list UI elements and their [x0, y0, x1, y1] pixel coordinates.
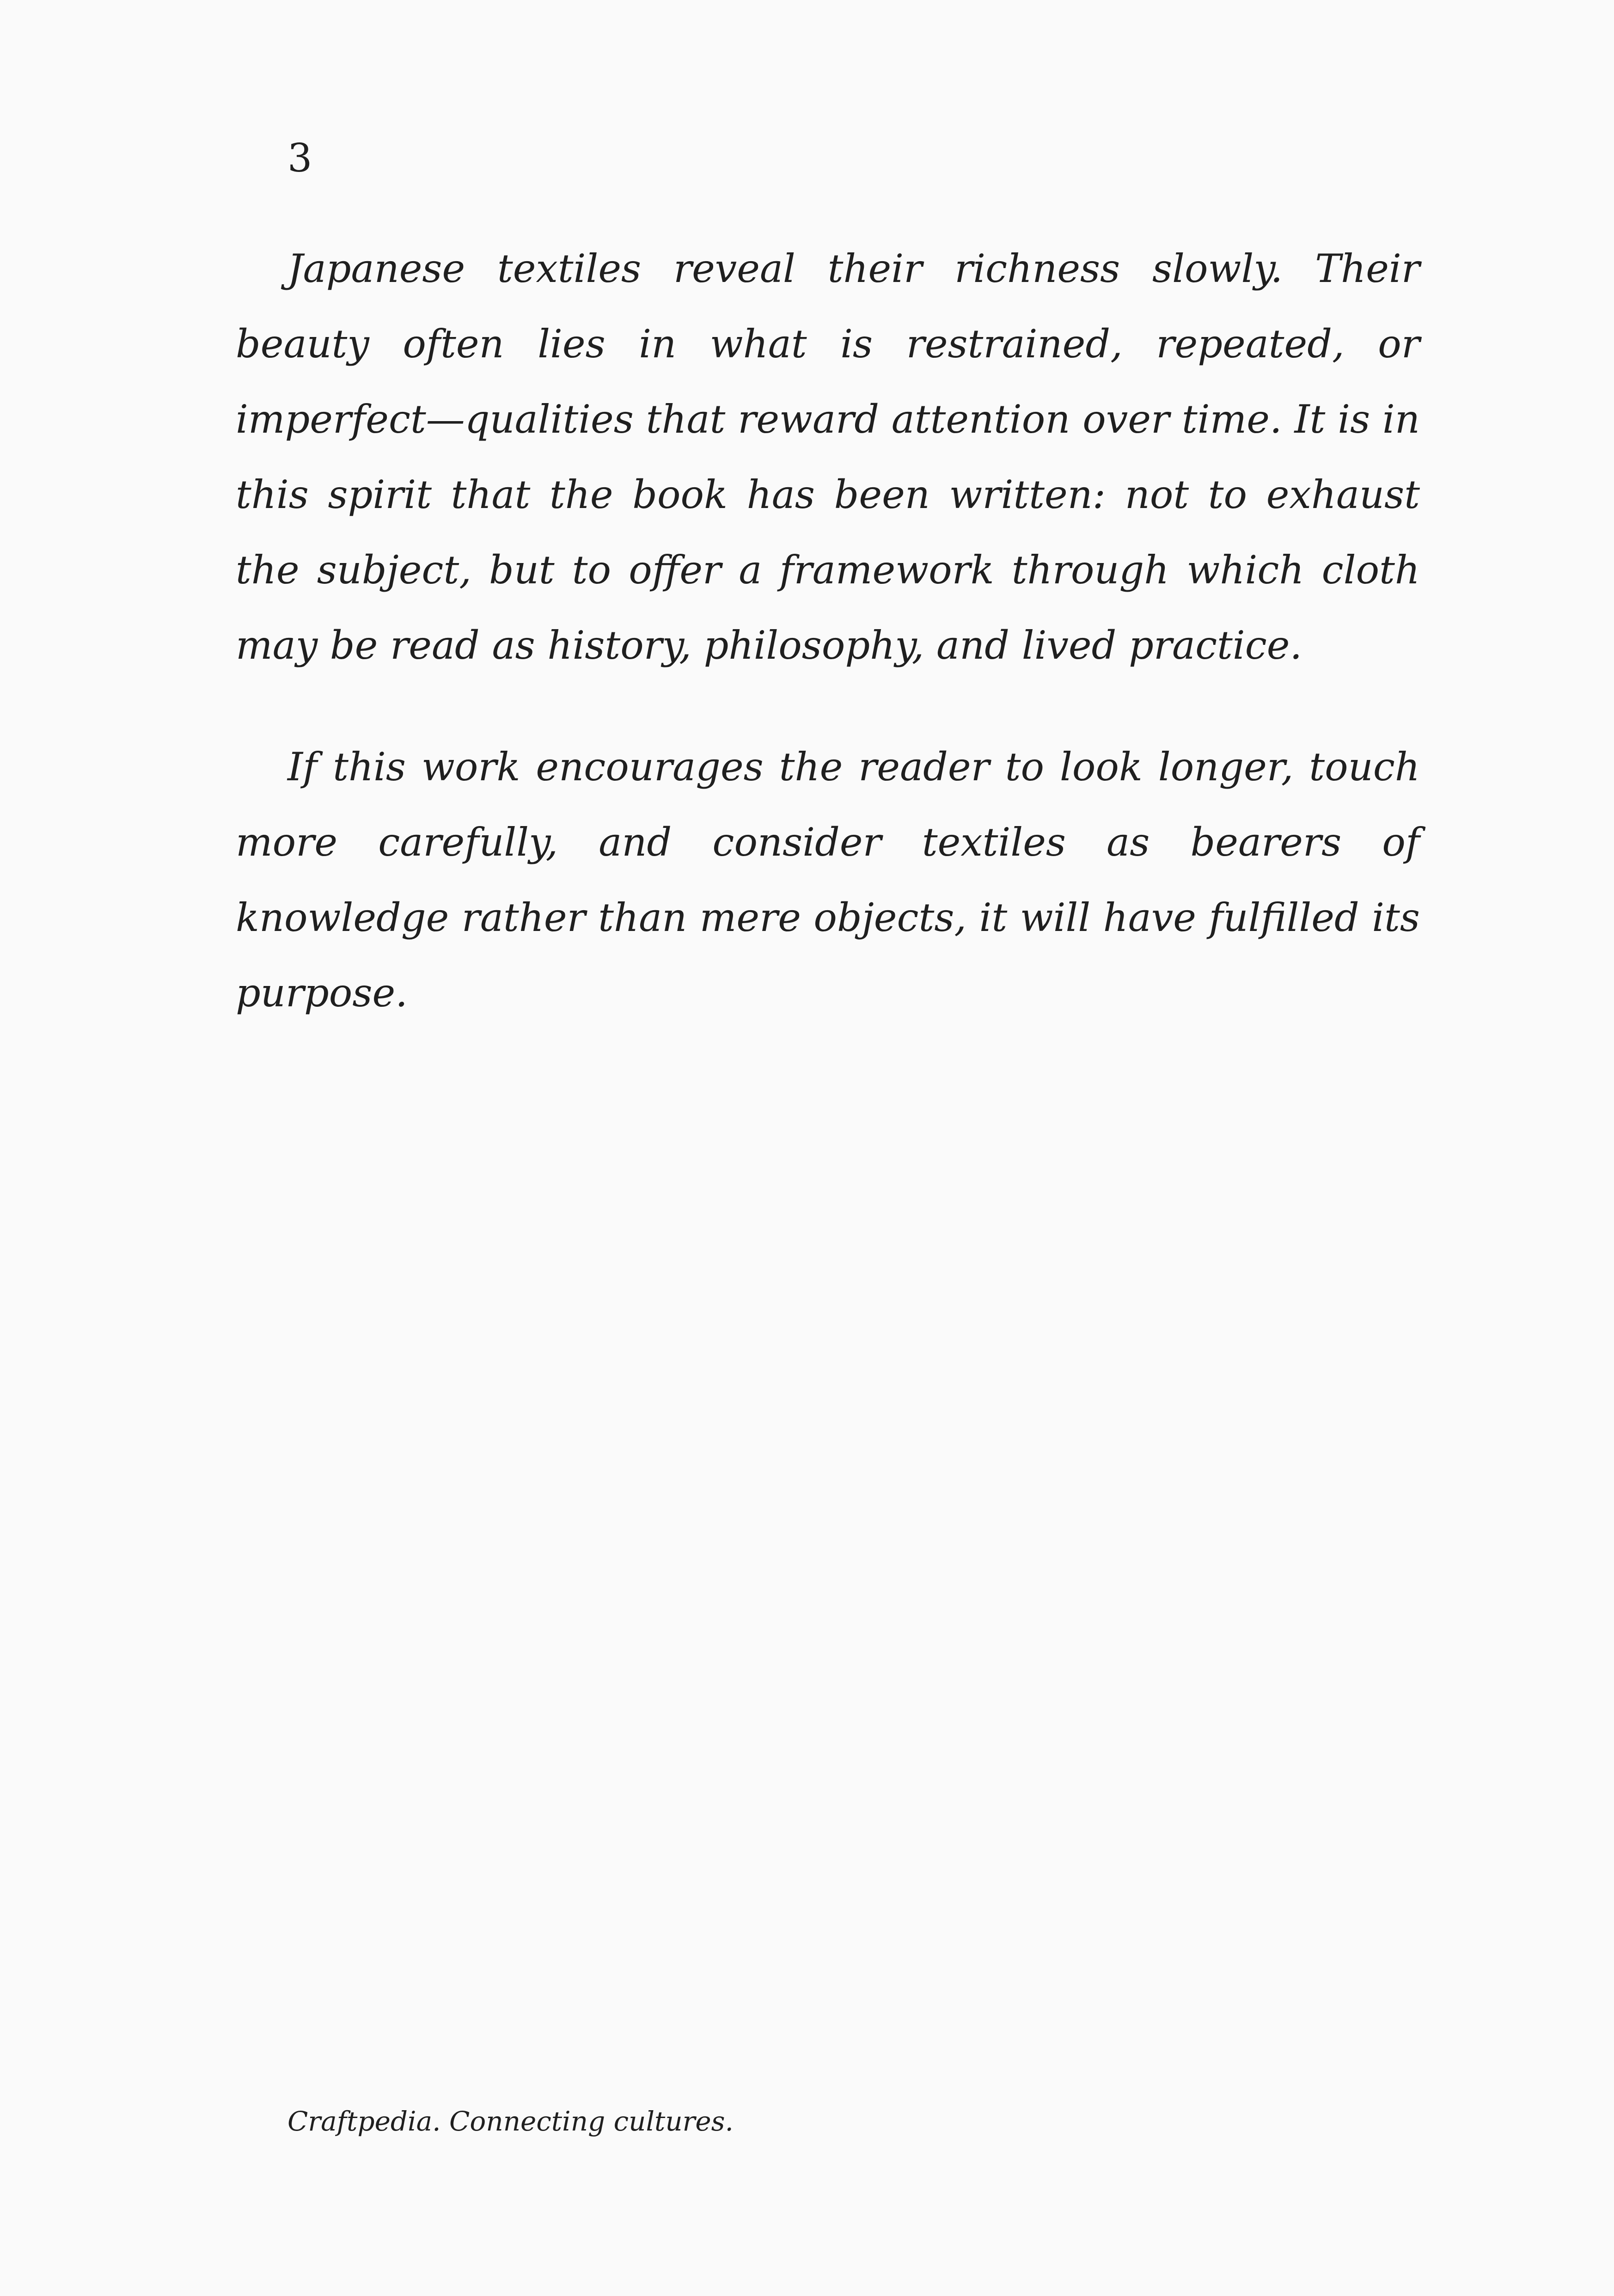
- page-number: 3: [287, 135, 312, 181]
- page-footer: Craftpedia. Connecting cultures.: [287, 2106, 734, 2137]
- paragraph-1: Japanese textiles reveal their richness slowly. Their beauty often lies in what is restrained, repeated, or imperfect—qualities that reward attention over time. It is in this spirit that the book has been written: not to exhaust the subject, but to offer a framework through which cloth may be read as history, philosophy, and lived practice.: [236, 246, 1420, 668]
- body-text: [236, 231, 1420, 1031]
- paragraph-2: If this work encourages the reader to look longer, touch more carefully, and consider textiles as bearers of knowledge rather than mere objects, it will have fulfilled its purpose.: [236, 744, 1420, 1016]
